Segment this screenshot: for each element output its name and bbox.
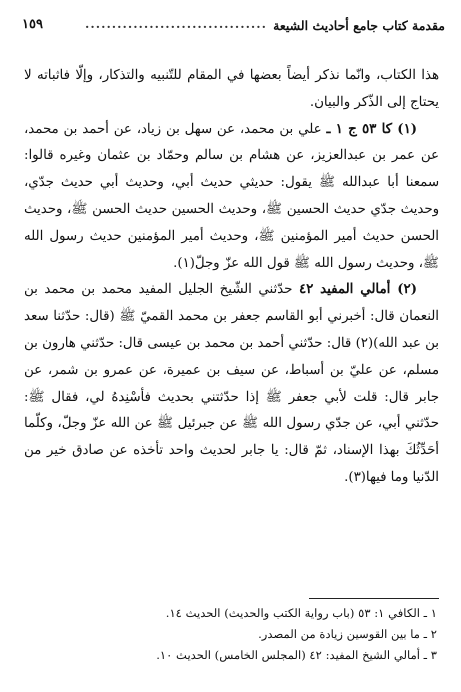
hadith-2-text: حدّثني الشّيخ الجليل المفيد محمد بن محمد بن النعمان قال: أخبرني أبو القاسم جعفر بن محمد القميّ ﷺ (قال: حدّثنا سعد بن عبد الله)(٢) قال: حدّثني أحمد بن محمد بن عيسى قال: حدّثني هارون بن مسلم، عن عليّ بن أسباط، عن سيف بن عميرة، عن عمرو بن شمر، عن جابر قال: قلت لأبي جعفر ﷺ إذا حدّثتني بحديث فأسْنِدهُ لي، فقال ﷺ: حدّثني أبي، عن جدّي رسول الله ﷺ عن جبرئيل ﷺ عن الله عزّ وجلّ، وكلّما أحَدِّثُكَ بهذا الإسناد، ثمّ قال: يا جابر لحديث واحد تأخذه عن صادق خير من الدّنيا وما فيها(٣).	[24, 282, 439, 485]
hadith-1-text: علي بن محمد، عن سهل بن زياد، عن أحمد بن محمد، عن عمر بن عبدالعزيز، عن هشام بن سالم وحمّاد بن عثمان وغيره قالوا: سمعنا أبا عبدالله ﷺ يقول: حديثي حديث أبي، وحديث أبي حديث جدّي، وحديث جدّي حديث الحسين ﷺ، وحديث الحسين حديث الحسن ﷺ، وحديث الحسن حديث أمير المؤمنين ﷺ، وحديث أمير المؤمنين حديث رسول الله ﷺ، وحديث رسول الله ﷺ قول الله عزّ وجلّ(١).	[24, 121, 439, 271]
hadith-1-source: (١) كا ٥٣ ج ١ ـ	[326, 121, 418, 137]
footnote-item: ٣ ـ أمالي الشيخ المفيد: ٤٢ (المجلس الخامس) الحديث ١٠.	[156, 648, 437, 662]
header-title: مقدمة كتاب جامع أحاديث الشيعة	[273, 18, 445, 33]
header-leader-dots: ..................................	[85, 16, 267, 31]
paragraph-hadith-2	[24, 277, 439, 491]
hadith-2-source: (٢) أمالي المفيد ٤٢	[298, 282, 417, 298]
footnotes	[24, 603, 437, 666]
paragraph-continuation: هذا الكتاب، وانّما نذكر أيضاً بعضها في المقام للتّنبيه والتذكار، وإلّا فاثباته لا يحتاج إلى الذّكر والبيان.	[24, 68, 439, 110]
footnote-separator	[309, 598, 439, 599]
running-header	[22, 16, 445, 38]
paragraph-hadith-1	[24, 117, 439, 278]
page-number: ١٥٩	[22, 17, 43, 32]
footnote-item: ١ ـ الكافي ١: ٥٣ (باب رواية الكتب والحديث) الحديث ١٤.	[165, 606, 437, 620]
footnote-item: ٢ ـ ما بين القوسين زيادة من المصدر.	[258, 627, 437, 641]
main-text	[24, 63, 439, 492]
